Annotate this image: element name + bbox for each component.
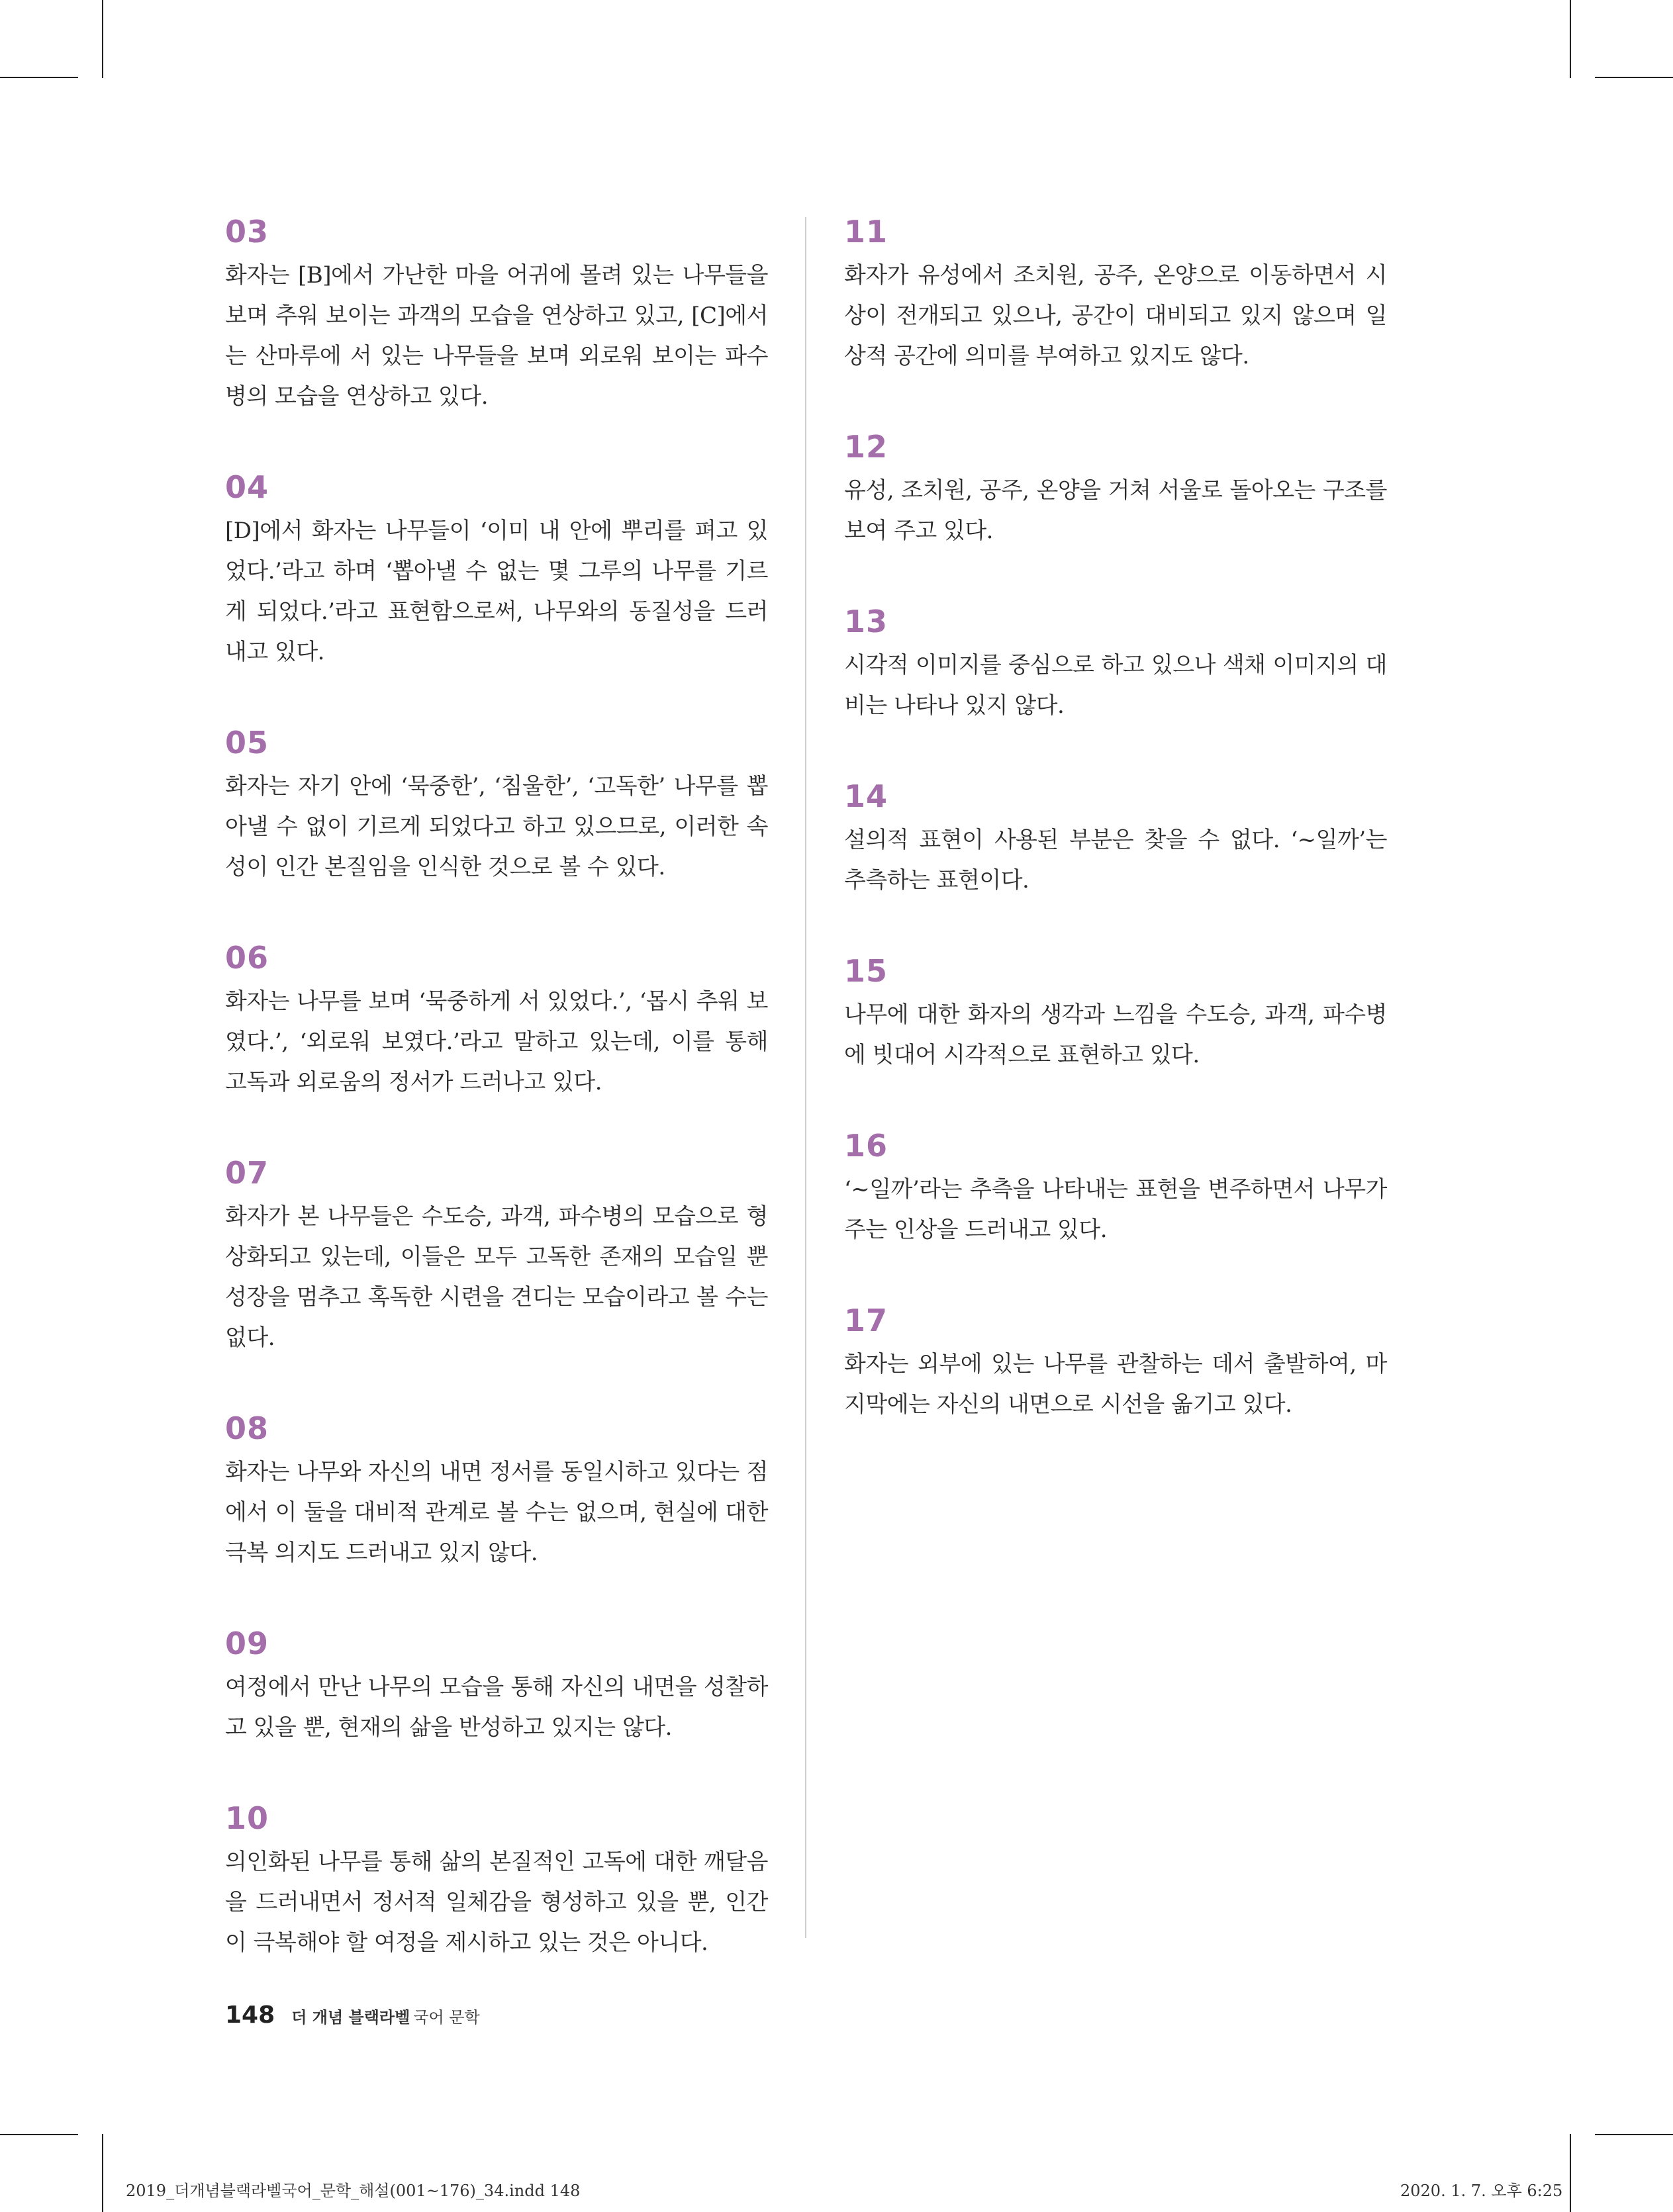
explanation-text: 여정에서 만난 나무의 모습을 통해 자신의 내면을 성찰하고 있을 뿐, 현재의 삶을 반성하고 있지는 않다.	[225, 1674, 768, 1741]
answer-item	[844, 210, 1387, 377]
page-number: 148	[225, 2002, 275, 2029]
question-number: 04	[225, 469, 269, 505]
answer-item	[844, 600, 1387, 726]
question-number: 05	[225, 725, 269, 760]
crop-mark	[0, 77, 78, 78]
explanation-text: 화자는 외부에 있는 나무를 관찰하는 데서 출발하여, 마지막에는 자신의 내면으로 시선을 옮기고 있다.	[844, 1351, 1387, 1418]
answer-item	[844, 950, 1387, 1076]
crop-mark	[0, 2134, 78, 2135]
crop-mark	[1595, 2134, 1673, 2135]
answer-item	[225, 937, 768, 1103]
explanation-text: 유성, 조치원, 공주, 온양을 거쳐 서울로 돌아오는 구조를 보여 주고 있다.	[844, 477, 1387, 544]
explanation-text: 화자는 [B]에서 가난한 마을 어귀에 몰려 있는 나무들을 보며 추워 보이는 과객의 모습을 연상하고 있고, [C]에서는 산마루에 서 있는 나무들을 보며 외로워 보이는 파수병의 모습을 연상하고 있다.	[225, 262, 768, 410]
explanation-text: 설의적 표현이 사용된 부분은 찾을 수 없다. ‘~일까’는 추측하는 표현이다.	[844, 827, 1387, 894]
answer-item	[225, 1622, 768, 1748]
question-number: 08	[225, 1410, 269, 1446]
question-number: 13	[844, 604, 888, 639]
question-number: 10	[225, 1800, 269, 1836]
crop-mark	[1570, 2134, 1571, 2212]
explanation-text: 의인화된 나무를 통해 삶의 본질적인 고독에 대한 깨달음을 드러내면서 정서적 일체감을 형성하고 있을 뿐, 인간이 극복해야 할 여정을 제시하고 있는 것은 아니다.	[225, 1849, 768, 1956]
explanation-text: 화자는 자기 안에 ‘묵중한’, ‘침울한’, ‘고독한’ 나무를 뽑아낼 수 없이 기르게 되었다고 하고 있으므로, 이러한 속성이 인간 본질임을 인식한 것으로 볼 수 있다.	[225, 773, 768, 880]
answer-item	[225, 466, 768, 672]
answer-item	[225, 1797, 768, 1963]
crop-mark	[102, 2134, 103, 2212]
question-number: 15	[844, 953, 888, 989]
explanation-text: ‘~일까’라는 추측을 나타내는 표현을 변주하면서 나무가 주는 인상을 드러내고 있다.	[844, 1176, 1387, 1243]
question-number: 09	[225, 1626, 269, 1661]
book-subtitle: 국어 문학	[413, 2008, 480, 2027]
question-number: 07	[225, 1155, 269, 1191]
question-number: 17	[844, 1303, 888, 1338]
book-title: 더 개념 블랙라벨	[291, 2008, 410, 2027]
answer-item	[844, 426, 1387, 551]
answer-item	[844, 1299, 1387, 1425]
answer-item	[225, 721, 768, 888]
crop-mark	[1595, 77, 1673, 78]
column-divider	[805, 217, 806, 1938]
answer-item	[225, 1407, 768, 1573]
crop-mark	[102, 0, 103, 78]
print-slug-file: 2019_더개념블랙라벨국어_문학_해설(001~176)_34.indd 148	[126, 2182, 581, 2200]
explanation-text: 나무에 대한 화자의 생각과 느낌을 수도승, 과객, 파수병에 빗대어 시각적으로 표현하고 있다.	[844, 1001, 1387, 1068]
explanation-text: [D]에서 화자는 나무들이 ‘이미 내 안에 뿌리를 펴고 있었다.’라고 하며 ‘뽑아낼 수 없는 몇 그루의 나무를 기르게 되었다.’라고 표현함으로써, 나무와의 동질성을 드러내고 있다.	[225, 518, 768, 665]
explanation-text: 화자는 나무를 보며 ‘묵중하게 서 있었다.’, ‘몹시 추워 보였다.’, ‘외로워 보였다.’라고 말하고 있는데, 이를 통해 고독과 외로움의 정서가 드러나고 있다.	[225, 988, 768, 1095]
explanation-text: 시각적 이미지를 중심으로 하고 있으나 색채 이미지의 대비는 나타나 있지 않다.	[844, 652, 1387, 719]
question-number: 11	[844, 214, 888, 250]
answer-item	[225, 210, 768, 417]
right-column	[844, 210, 1387, 1474]
question-number: 03	[225, 214, 269, 250]
explanation-text: 화자는 나무와 자신의 내면 정서를 동일시하고 있다는 점에서 이 둘을 대비적 관계로 볼 수는 없으며, 현실에 대한 극복 의지도 드러내고 있지 않다.	[225, 1459, 768, 1566]
page-footer	[225, 1999, 480, 2032]
question-number: 12	[844, 429, 888, 465]
explanation-text: 화자가 유성에서 조치원, 공주, 온양으로 이동하면서 시상이 전개되고 있으나, 공간이 대비되고 있지 않으며 일상적 공간에 의미를 부여하고 있지도 않다.	[844, 262, 1387, 369]
left-column	[225, 210, 768, 2012]
explanation-text: 화자가 본 나무들은 수도승, 과객, 파수병의 모습으로 형상화되고 있는데, 이들은 모두 고독한 존재의 모습일 뿐 성장을 멈추고 혹독한 시련을 견디는 모습이라고 볼 수는 없다.	[225, 1203, 768, 1351]
print-slug-timestamp: 2020. 1. 7. 오후 6:25	[1400, 2182, 1563, 2200]
answer-item	[225, 1152, 768, 1358]
answer-item	[844, 1125, 1387, 1250]
question-number: 14	[844, 778, 888, 814]
crop-mark	[1570, 0, 1571, 78]
question-number: 16	[844, 1128, 888, 1164]
answer-item	[844, 775, 1387, 901]
question-number: 06	[225, 940, 269, 976]
